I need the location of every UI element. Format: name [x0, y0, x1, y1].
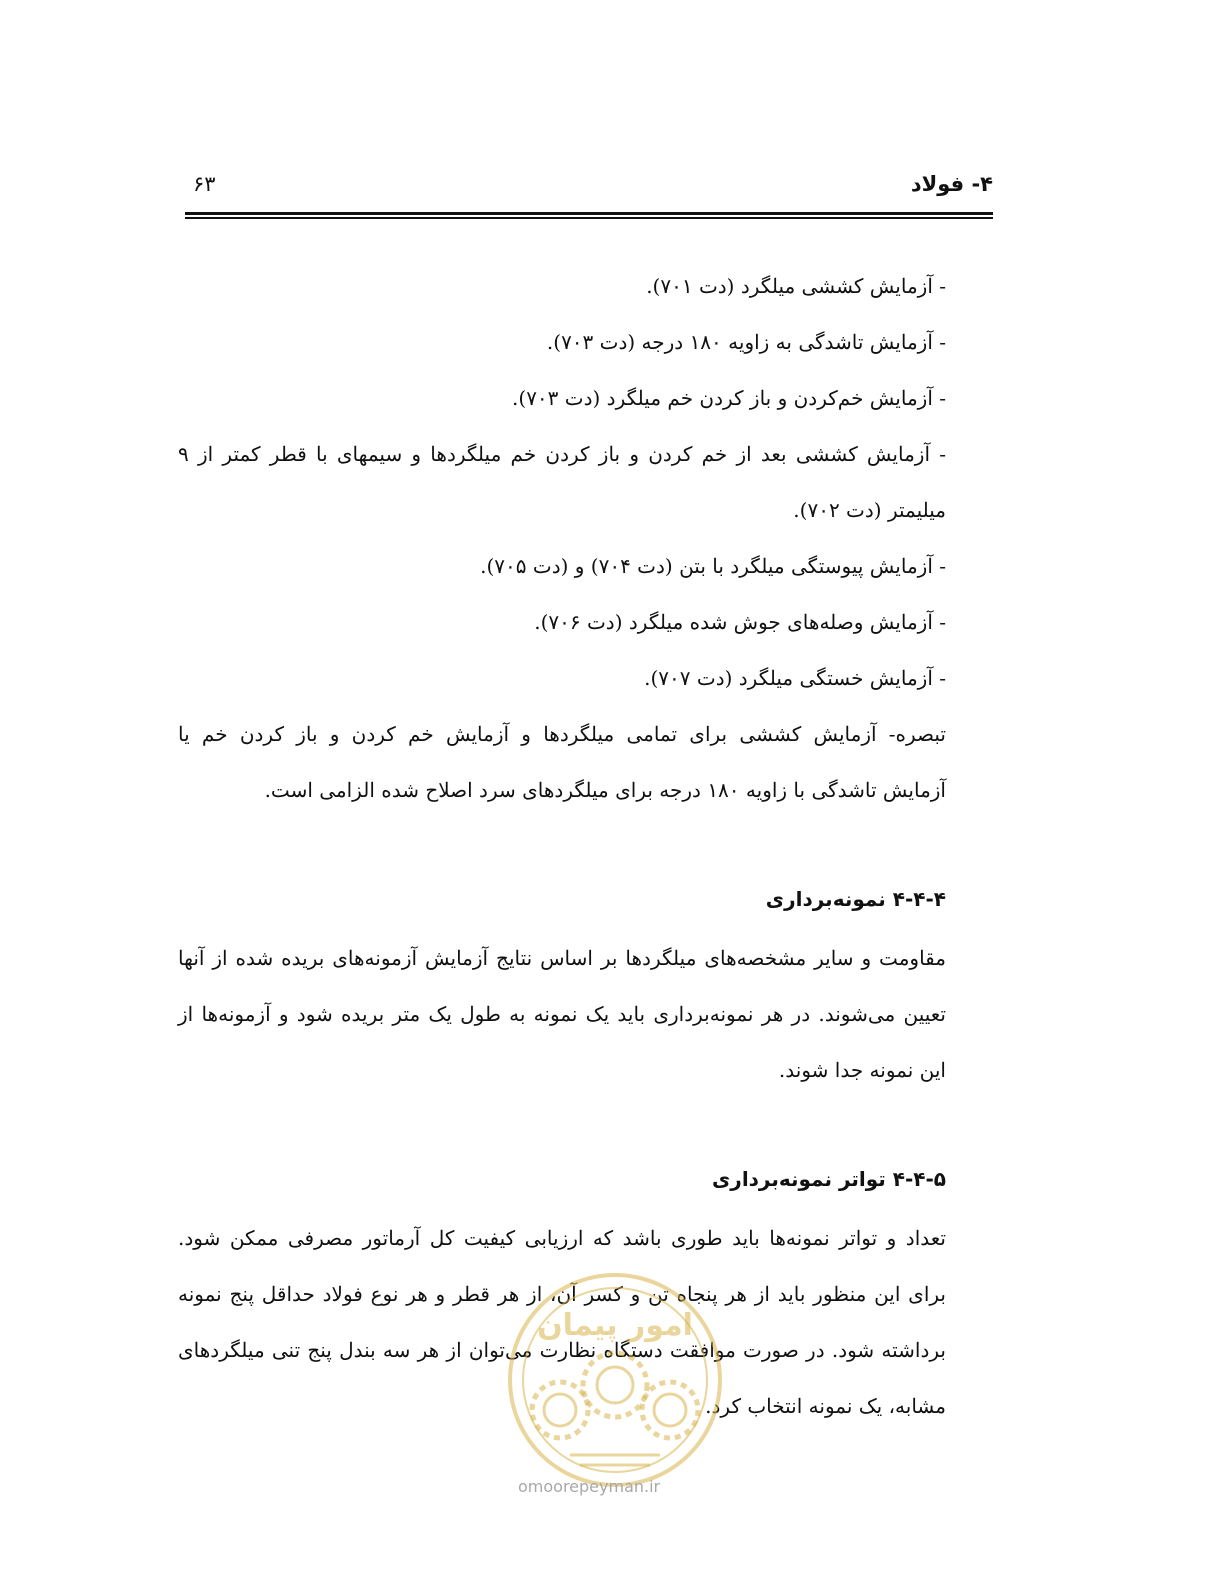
test-item: - آزمایش وصله‌های جوش شده میلگرد (دت ۷۰۶). — [534, 610, 946, 634]
paragraph-line: تعداد و تواتر نمونه‌ها باید طوری باشد که ارزیابی کیفیت کل آرماتور مصرفی ممکن شود. — [178, 1226, 946, 1250]
test-item: - آزمایش کششی میلگرد (دت ۷۰۱). — [646, 274, 946, 298]
paragraph-line: برداشته شود. در صورت موافقت دستگاه نظارت می‌توان از هر سه بندل پنج تنی میلگردهای — [178, 1338, 946, 1362]
note-line: تبصره- آزمایش کششی برای تمامی میلگردها و آزمایش خم کردن و باز کردن خم یا — [178, 722, 946, 746]
watermark-url: omoorepeyman.ir — [518, 1477, 661, 1496]
header-rule-thin — [185, 217, 993, 219]
test-item: - آزمایش کششی بعد از خم کردن و باز کردن خم میلگردها و سیمهای با قطر کمتر از ۹ — [178, 442, 946, 466]
paragraph-line: این نمونه جدا شوند. — [778, 1058, 946, 1082]
test-item: - آزمایش خستگی میلگرد (دت ۷۰۷). — [644, 666, 946, 690]
watermark-seal-text: امور پیمان — [537, 1308, 693, 1343]
section-heading-sampling: ۴-۴-۴ نمونه‌برداری — [765, 887, 946, 911]
test-item: - آزمایش پیوستگی میلگرد با بتن (دت ۷۰۴) و (دت ۷۰۵). — [480, 554, 946, 578]
test-item: - آزمایش تاشدگی به زاویه ۱۸۰ درجه (دت ۷۰۳). — [546, 330, 946, 354]
page-number: ۶۳ — [193, 172, 216, 196]
paragraph-line: برای این منظور باید از هر پنجاه تن و کسر آن، از هر قطر و هر نوع فولاد حداقل پنج نمونه — [178, 1282, 946, 1306]
section-heading-frequency: ۴-۴-۵ تواتر نمونه‌برداری — [711, 1167, 946, 1191]
body-text — [178, 258, 946, 1434]
paragraph-line: تعیین می‌شوند. در هر نمونه‌برداری باید یک نمونه به طول یک متر بریده شود و آزمونه‌ها از — [178, 1002, 946, 1026]
test-item-continuation: میلیمتر (دت ۷۰۲). — [793, 498, 946, 522]
header-rule-thick — [185, 212, 993, 215]
running-head — [185, 172, 993, 202]
test-item: - آزمایش خم‌کردن و باز کردن خم میلگرد (دت ۷۰۳). — [512, 386, 946, 410]
chapter-title: ۴- فولاد — [910, 172, 993, 196]
paragraph-line: مشابه، یک نمونه انتخاب کرد. — [705, 1394, 946, 1418]
paragraph-line: مقاومت و سایر مشخصه‌های میلگردها بر اساس نتایج آزمایش آزمونه‌های بریده شده از آنها — [178, 946, 946, 970]
note-line: آزمایش تاشدگی با زاویه ۱۸۰ درجه برای میلگردهای سرد اصلاح شده الزامی است. — [264, 778, 946, 802]
